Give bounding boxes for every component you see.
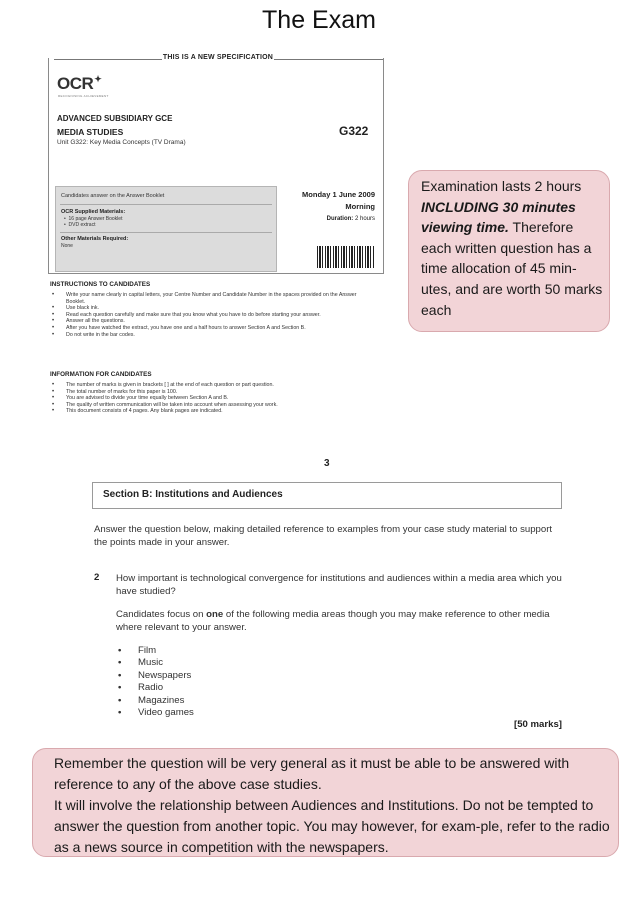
- remember-callout: [32, 748, 619, 857]
- list-item: • Video games: [116, 707, 194, 719]
- callout-paragraph: It will involve the relationship between Audiences and Institutions. Do not be tempted to answer the question from another topic. You may however, for exam-ple, refer to the radio as a news source in competition with the newspapers.: [54, 797, 610, 855]
- list-item: • After you have watched the extract, you have one and a half hours to answer Section A and Section B.: [50, 325, 370, 332]
- callout-text: Examination lasts 2 hours: [421, 178, 582, 194]
- section-title: Section B: Institutions and Audiences: [103, 489, 283, 500]
- list-item: • Radio: [116, 682, 194, 694]
- exam-session: Morning: [345, 202, 375, 211]
- materials-box: [55, 186, 277, 272]
- callout-emphasis: INCLUDING 30 minutes viewing time.: [421, 198, 576, 236]
- spec-banner-text: THIS IS A NEW SPECIFICATION: [162, 54, 274, 61]
- list-item: • You are advised to divide your time equally between Section A and B.: [50, 395, 370, 402]
- list-item: • The total number of marks for this paper is 100.: [50, 389, 370, 396]
- other-materials-value: None: [61, 243, 73, 249]
- list-item: • Write your name clearly in capital letters, your Centre Number and Candidate Number in the spaces provided on the Answer Booklet.: [50, 292, 370, 305]
- list-item: • Do not write in the bar codes.: [50, 332, 370, 339]
- exam-duration: Duration: 2 hours: [326, 216, 375, 222]
- exam-date: Monday 1 June 2009: [302, 190, 375, 199]
- question-number: 2: [94, 572, 100, 583]
- list-item: • This document consists of 4 pages. Any blank pages are indicated.: [50, 408, 370, 415]
- divider: [60, 204, 272, 205]
- list-item: • Use black ink.: [50, 305, 370, 312]
- divider: [60, 232, 272, 233]
- supplied-item: • DVD extract: [64, 222, 96, 228]
- list-item: • Newspapers: [116, 670, 194, 682]
- supplied-item: • 16 page Answer Booklet: [64, 216, 123, 222]
- qualification: ADVANCED SUBSIDIARY GCE: [57, 114, 173, 123]
- logo-text: OCR: [57, 74, 94, 93]
- other-materials-heading: Other Materials Required:: [61, 236, 129, 242]
- information-list: [50, 382, 370, 415]
- exam-time-callout: [408, 170, 610, 332]
- instructions-list: [50, 292, 370, 338]
- list-item: • Film: [116, 645, 194, 657]
- list-item: • Music: [116, 657, 194, 669]
- unit-title: Unit G322: Key Media Concepts (TV Drama): [57, 139, 186, 146]
- list-item: • Answer all the questions.: [50, 318, 370, 325]
- candidates-answer: Candidates answer on the Answer Booklet: [61, 193, 165, 199]
- barcode: [317, 246, 375, 268]
- cover-frame: [48, 58, 384, 274]
- supplied-heading: OCR Supplied Materials:: [61, 209, 126, 215]
- paper-code: G322: [339, 124, 369, 138]
- question-intro: Answer the question below, making detailed reference to examples from your case study material to support the points made in your answer.: [94, 524, 553, 548]
- media-areas-list: [116, 645, 194, 719]
- logo-tagline: RECOGNISING ACHIEVEMENT: [58, 94, 109, 98]
- question-page-scan: [88, 452, 568, 742]
- exam-cover-scan: [48, 52, 388, 424]
- section-title-box: [92, 482, 562, 509]
- logo-star-icon: ✦: [94, 74, 102, 84]
- instructions-heading: INSTRUCTIONS TO CANDIDATES: [50, 281, 151, 288]
- page-number: 3: [324, 458, 330, 469]
- page-title: The Exam: [262, 6, 376, 34]
- ocr-logo: [57, 74, 101, 94]
- callout-paragraph: Remember the question will be very general as it must be able to be answered with reference to any of the above case studies.: [54, 755, 570, 792]
- question-marks: [50 marks]: [514, 719, 562, 730]
- information-heading: INFORMATION FOR CANDIDATES: [50, 371, 152, 378]
- subject: MEDIA STUDIES: [57, 127, 124, 137]
- list-item: • The number of marks is given in brackets [ ] at the end of each question or part question.: [50, 382, 370, 389]
- list-item: • The quality of written communication will be taken into account when assessing your work.: [50, 402, 370, 409]
- question-text: How important is technological convergence for institutions and audiences within a media area which you have studied?: [116, 573, 562, 597]
- list-item: • Magazines: [116, 695, 194, 707]
- callout-text: Therefore each written question has a time allocation of 45 min-utes, and are worth 50 marks each: [421, 219, 603, 318]
- question-focus: Candidates focus on one of the following media areas though you may make reference to other media where relevant to your answer.: [116, 609, 550, 633]
- list-item: • Read each question carefully and make sure that you know what you have to do before starting your answer.: [50, 312, 370, 319]
